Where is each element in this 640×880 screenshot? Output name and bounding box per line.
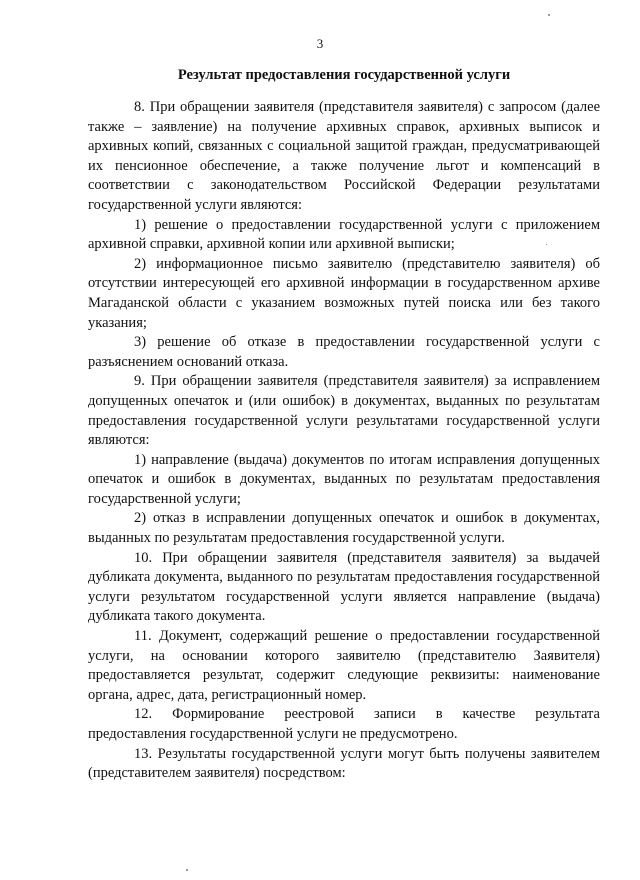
paragraph-9: 9. При обращении заявителя (представителя заявителя) за исправлением допущенных опечаток и (или ошибок) в документах, выданных по результатам предоставления государственной услуги результатами государственной услуги являются: — [88, 373, 600, 449]
paragraph-10: 10. При обращении заявителя (представителя заявителя) за выдачей дубликата документа, выданного по результатам предоставления государственной услуги результатом государственной услуги является направление (выдача) дубликата такого документа. — [88, 549, 600, 625]
paragraph-11: 11. Документ, содержащий решение о предоставлении государственной услуги, на основании которого заявителю (представителю Заявителя) предоставляется результат, содержит следующие реквизиты: наименование органа, адрес, дата, регистрационный номер. — [88, 628, 600, 703]
paragraph-9-item-1: 1) направление (выдача) документов по итогам исправления допущенных опечаток и ошибок в документах, выданных по результатам предоставления государственной услуги; — [88, 451, 600, 507]
scan-speck — [186, 869, 188, 871]
paragraph-8-item-3: 3) решение об отказе в предоставлении государственной услуги с разъяснением оснований отказа. — [88, 334, 600, 370]
paragraph-9-item-2: 2) отказ в исправлении допущенных опечаток и ошибок в документах, выданных по результатам предоставления государственной услуги. — [88, 510, 600, 547]
section-heading: Результат предоставления государственной услуги — [177, 67, 511, 83]
paragraph-13: 13. Результаты государственной услуги могут быть получены заявителем (представителем заявителя) посредством: — [88, 745, 600, 782]
scan-speck — [546, 244, 547, 245]
paragraph-12: 12. Формирование реестровой записи в качестве результата предоставления государственной услуги не предусмотрено. — [88, 706, 600, 742]
paragraph-8: 8. При обращении заявителя (представителя заявителя) с запросом (далее также – заявление) на получение архивных справок, архивных выписок и архивных копий, связанных с социальной защитой граждан, предусматривающей их пенсионное обеспечение, а также получение льгот и компенсаций в соответствии с законодательством Российской Федерации результатами государственной услуги являются: — [88, 99, 600, 213]
paragraph-8-item-1: 1) решение о предоставлении государственной услуги с приложением архивной справки, архивной копии или архивной выписки; — [88, 216, 600, 253]
page-number: 3 — [316, 36, 324, 51]
body-text — [88, 98, 600, 784]
paragraph-8-item-2: 2) информационное письмо заявителю (представителю заявителя) об отсутствии интересующей его архивной информации в государственном архиве Магаданской области с указанием возможных путей поиска или без такого указания; — [88, 255, 600, 331]
scan-speck — [548, 14, 550, 16]
